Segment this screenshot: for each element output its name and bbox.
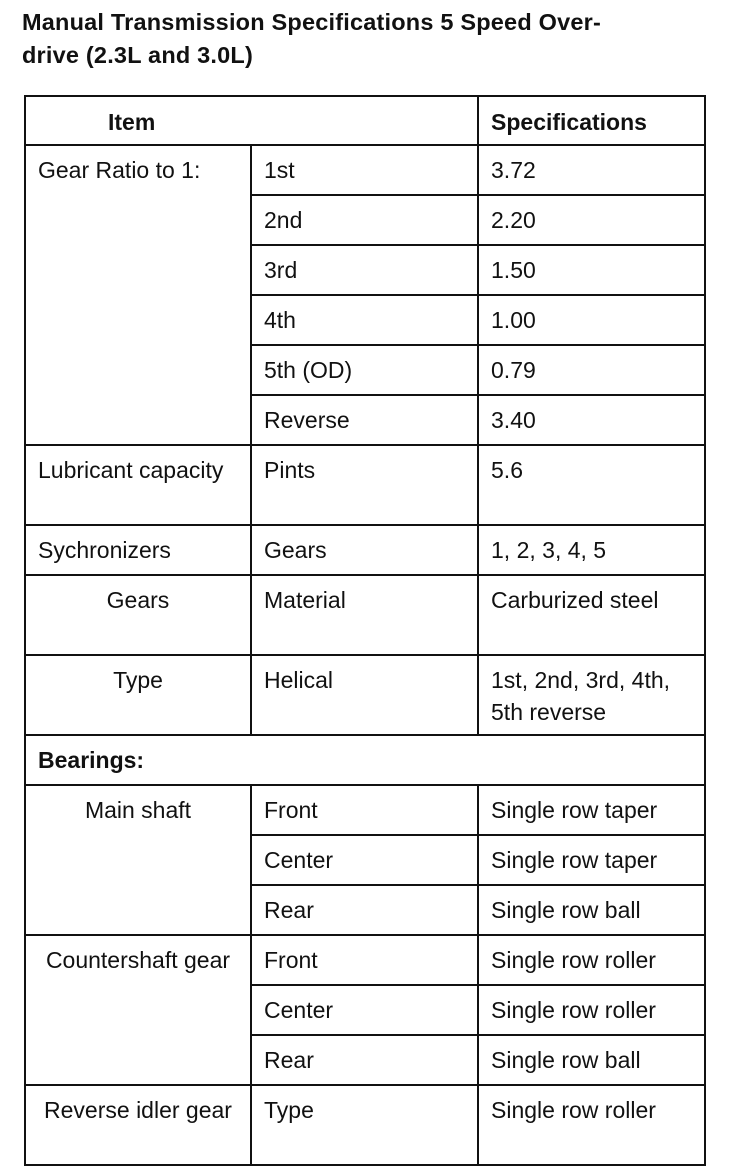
gear-ratio-value: 1.00 (478, 295, 705, 345)
synchronizers-sub: Gears (251, 525, 478, 575)
gear-name: 1st (251, 145, 478, 195)
gears-sub: Material (251, 575, 478, 655)
table-row (25, 785, 705, 835)
bearing-position: Center (251, 985, 478, 1035)
bearing-type: Single row roller (478, 985, 705, 1035)
type-label: Type (25, 655, 251, 735)
reverse-idler-value: Single row roller (478, 1085, 705, 1165)
type-value: 1st, 2nd, 3rd, 4th, 5th reverse (478, 655, 705, 735)
gear-ratio-value: 3.72 (478, 145, 705, 195)
bearing-type: Single row taper (478, 785, 705, 835)
specifications-table (24, 95, 706, 1166)
gear-name: Reverse (251, 395, 478, 445)
bearing-position: Front (251, 935, 478, 985)
gear-name: 4th (251, 295, 478, 345)
lubricant-unit: Pints (251, 445, 478, 525)
gear-ratio-value: 1.50 (478, 245, 705, 295)
bearing-type: Single row roller (478, 935, 705, 985)
gear-name: 5th (OD) (251, 345, 478, 395)
gear-ratio-label: Gear Ratio to 1: (25, 145, 251, 445)
table-row (25, 575, 705, 655)
header-specifications: Specifications (478, 96, 705, 145)
reverse-idler-sub: Type (251, 1085, 478, 1165)
table-row (25, 1085, 705, 1165)
gear-ratio-value: 3.40 (478, 395, 705, 445)
bearing-type: Single row ball (478, 885, 705, 935)
table-row (25, 735, 705, 785)
gear-name: 3rd (251, 245, 478, 295)
synchronizers-value: 1, 2, 3, 4, 5 (478, 525, 705, 575)
gears-label: Gears (25, 575, 251, 655)
bearing-type: Single row taper (478, 835, 705, 885)
header-row (25, 96, 705, 145)
bearings-label: Bearings: (25, 735, 705, 785)
document-title (22, 6, 712, 72)
bearing-type: Single row ball (478, 1035, 705, 1085)
table-row (25, 145, 705, 195)
gear-name: 2nd (251, 195, 478, 245)
table-row (25, 525, 705, 575)
title-line-2: drive (2.3L and 3.0L) (22, 42, 254, 68)
synchronizers-label: Sychronizers (25, 525, 251, 575)
lubricant-label: Lubricant capacity (25, 445, 251, 525)
bearing-position: Rear (251, 1035, 478, 1085)
title-line-1: Manual Transmission Specifications 5 Speed Over- (22, 9, 602, 35)
bearing-position: Front (251, 785, 478, 835)
lubricant-value: 5.6 (478, 445, 705, 525)
bearing-position: Center (251, 835, 478, 885)
gear-ratio-value: 0.79 (478, 345, 705, 395)
countershaft-label: Countershaft gear (25, 935, 251, 1085)
type-sub: Helical (251, 655, 478, 735)
table-row (25, 935, 705, 985)
bearing-position: Rear (251, 885, 478, 935)
header-item: Item (25, 96, 478, 145)
main-shaft-label: Main shaft (25, 785, 251, 935)
gears-value: Carburized steel (478, 575, 705, 655)
table-row (25, 655, 705, 735)
reverse-idler-label: Reverse idler gear (25, 1085, 251, 1165)
table-row (25, 445, 705, 525)
gear-ratio-value: 2.20 (478, 195, 705, 245)
